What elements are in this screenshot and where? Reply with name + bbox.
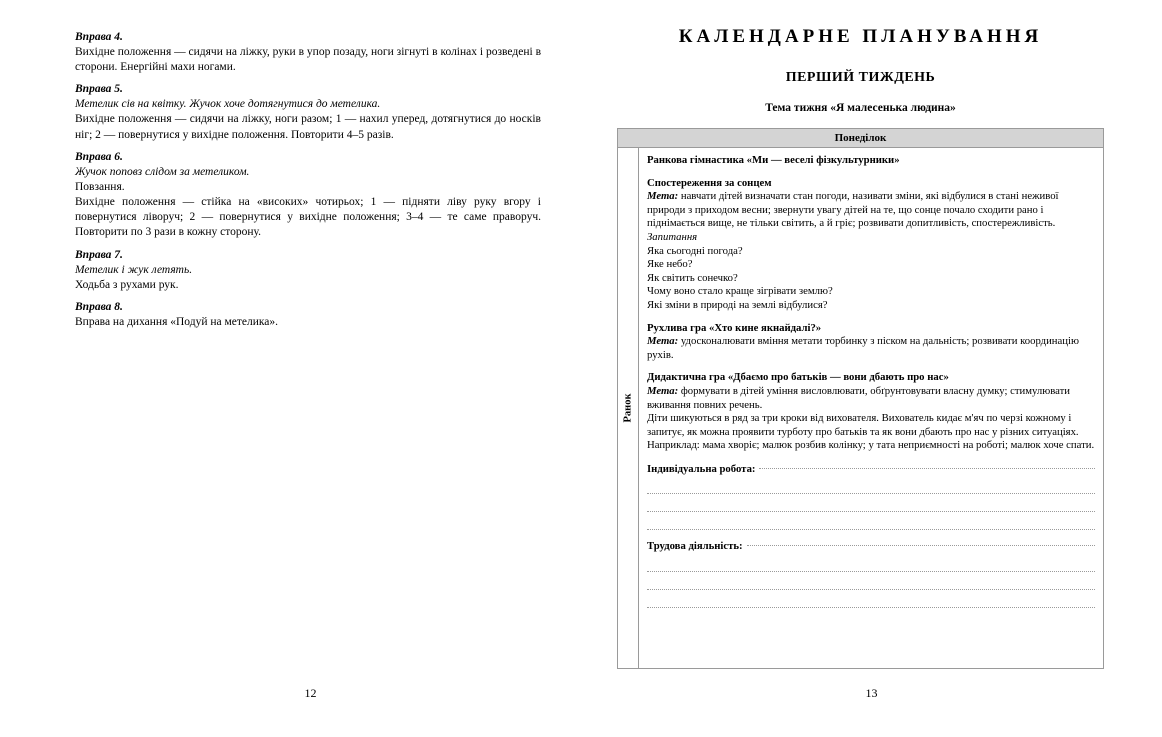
exercise-block — [75, 300, 541, 330]
content-line-meta — [647, 335, 1095, 362]
field-dots[interactable] — [747, 545, 1095, 546]
exercise-text: Вихідне положення — стійка на «високих» чотирьох; 1 — підняти ліву руку вгору і повернутися ліворуч; 2 — повернутися у вихідне положення; 3–4 — те саме праворуч. Повторити по 3 рази в кожну сторону. — [75, 196, 541, 239]
field-dots[interactable] — [759, 468, 1095, 469]
exercise-title: Вправа 8. — [75, 300, 123, 313]
exercise-title: Вправа 7. — [75, 248, 123, 261]
page-number-right: 13 — [865, 686, 878, 700]
page-title: КАЛЕНДАРНЕ ПЛАНУВАННЯ — [678, 26, 1043, 47]
content-line: Які зміни в природі на землі відбулися? — [647, 298, 828, 311]
content-line: Ранкова гімнастика «Ми — веселі фізкультурники» — [647, 154, 900, 166]
exercise-subtitle: Метелик і жук летять. — [75, 263, 193, 276]
meta-label: Мета: — [647, 190, 679, 203]
content-line: Рухлива гра «Хто кине якнайдалі?» — [647, 321, 822, 334]
exercise-title: Вправа 5. — [75, 83, 123, 96]
content-line: Чому воно стало краще зігрівати землю? — [647, 285, 833, 298]
week-title: ПЕРШИЙ ТИЖДЕНЬ — [785, 70, 936, 85]
content-line-meta — [647, 190, 1095, 231]
content-line: Наприклад: мама хворіє; малюк розбив колінку; у тата неприємності на роботі; малюк хоче спати. — [647, 439, 1095, 452]
exercise-block — [75, 150, 541, 241]
meta-label: Мета: — [647, 384, 679, 397]
exercise-title: Вправа 4. — [75, 31, 123, 43]
table-side-label — [618, 148, 639, 668]
content-line-meta — [647, 385, 1095, 412]
content-line: Дидактична гра «Дбаємо про батьків — вони дбають про нас» — [647, 371, 949, 384]
right-page — [581, 0, 1162, 737]
exercise-subtitle: Метелик сів на квітку. Жучок хоче дотягнутися до метелика. — [75, 98, 381, 111]
meta-label: Мета: — [647, 335, 679, 348]
exercise-subtitle: Жучок поповз слідом за метеликом. — [75, 165, 250, 178]
exercise-text: Вихідне положення — сидячи на ліжку, руки в упор позаду, ноги зігнуті в колінах і розведені в сторони. Енергійні махи ногами. — [75, 46, 541, 74]
content-line: Яка сьогодні погода? — [647, 244, 743, 257]
meta-text: формувати в дітей уміння висловлювати, обґрунтовувати власну думку; стимулювати вживання повних речень. — [647, 384, 1070, 411]
field-blank-line[interactable] — [647, 590, 1095, 608]
content-line: Запитання — [647, 230, 698, 243]
content-line: Як світить сонечко? — [647, 271, 738, 284]
meta-text: навчати дітей визначати стан погоди, називати зміни, які відбулися в стані неживої природи з приходом весни; звернути увагу дітей на те, що сонце почало сходити рано і піднімається вище, не тільки світить, а й гріє; розвивати допитливість, спостережливість. — [647, 190, 1059, 230]
exercise-block — [75, 82, 541, 142]
field-blank-line[interactable] — [647, 512, 1095, 530]
field-blank-line[interactable] — [647, 476, 1095, 494]
meta-text: удосконалювати вміння метати торбинку з піском на дальність; розвивати координацію рухів. — [647, 335, 1079, 361]
exercise-block — [75, 30, 541, 75]
exercise-text: Повзання. — [75, 180, 125, 193]
page-number-left: 12 — [304, 686, 317, 700]
table-header-weekday: Понеділок — [618, 129, 1103, 148]
exercise-text: Ходьба з рухами рук. — [75, 278, 179, 291]
table-cell-content — [639, 148, 1103, 668]
content-line: Діти шикуються в ряд за три кроки від вихователя. Вихователь кидає м'яч по черзі кожному і запитує, як можна проявити турботу про батьків та як вони дбають про нас у різних ситуаціях. — [647, 412, 1079, 438]
field-blank-line[interactable] — [647, 554, 1095, 572]
table-side-label-text: Ранок — [622, 393, 634, 423]
exercise-text: Вправа на дихання «Подуй на метелика». — [75, 315, 279, 328]
field-label-text: Трудова діяльність: — [647, 540, 743, 553]
field-blank-line[interactable] — [647, 572, 1095, 590]
content-line: Спостереження за сонцем — [647, 176, 772, 189]
field-label-labour-activity — [647, 540, 1095, 554]
theme-title: Тема тижня «Я малесенька людина» — [765, 102, 956, 114]
exercise-text: Вихідне положення — сидячи на ліжку, ноги разом; 1 — нахил уперед, дотягнутися до носків ніг; 2 — повернутися у вихідне положення. Повторити 4–5 разів. — [75, 113, 541, 141]
field-label-text: Індивідуальна робота: — [647, 462, 756, 475]
planning-table — [617, 128, 1104, 669]
field-label-individual-work — [647, 463, 1095, 477]
content-line: Яке небо? — [647, 258, 693, 271]
exercise-title: Вправа 6. — [75, 150, 123, 163]
table-body — [618, 148, 1103, 668]
field-blank-line[interactable] — [647, 494, 1095, 512]
exercise-block — [75, 248, 541, 293]
